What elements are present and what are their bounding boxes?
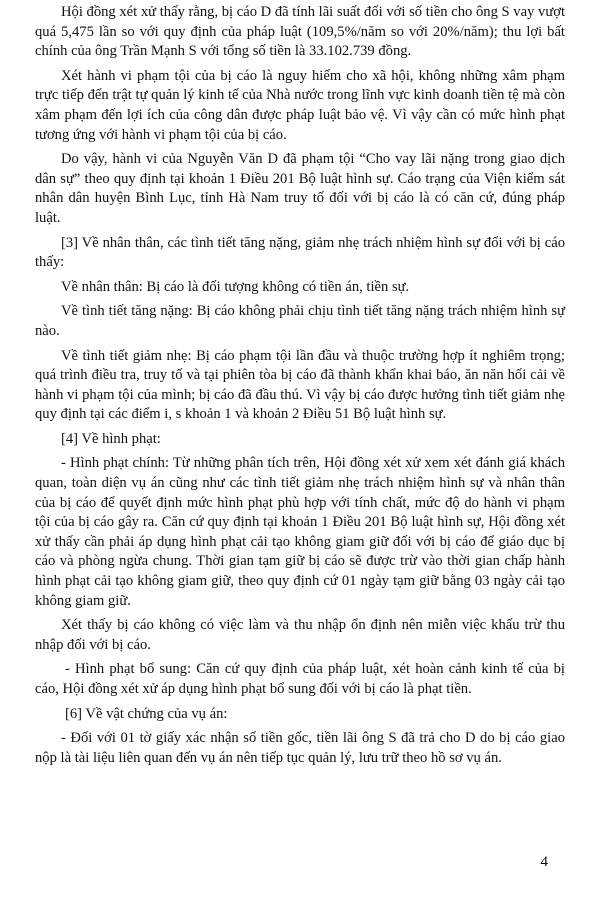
- document-body: [35, 3, 565, 773]
- section-heading-6: [6] Về vật chứng của vụ án:: [65, 705, 228, 722]
- section-heading-3: [3] Về nhân thân, các tình tiết tăng nặng, giảm nhẹ trách nhiệm hình sự đối với bị cáo thấy:: [35, 234, 565, 271]
- paragraph: - Hình phạt bổ sung: Căn cứ quy định của pháp luật, xét hoàn cảnh kinh tế của bị cáo, Hội đồng xét xử áp dụng hình phạt bổ sung đối với bị cáo là phạt tiền.: [35, 661, 565, 697]
- paragraph: Hội đồng xét xử thấy rằng, bị cáo D đã tính lãi suất đối với số tiền cho ông S vay vượt quá 5,475 lần so với quy định của pháp luật (109,5%/năm so với 20%/năm); thu lợi bất chính của ông Trần Mạnh S với tổng số tiền là 33.102.739 đồng.: [35, 4, 565, 60]
- paragraph: - Hình phạt chính: Từ những phân tích trên, Hội đồng xét xử xem xét đánh giá khách quan, toàn diện vụ án cũng như các tình tiết giảm nhẹ trách nhiệm hình sự và nhân thân của bị cáo để quyết định mức hình phạt phù hợp với tính chất, mức độ do hành vi phạm tội của bị cáo gây ra. Căn cứ quy định tại khoản 1 Điều 201 Bộ luật hình sự, Hội đồng xét xử thấy cần phải áp dụng hình phạt cải tạo không giam giữ đối với bị cáo để giáo dục bị cáo và phòng ngừa chung. Thời gian tạm giữ bị cáo sẽ được trừ vào thời gian chấp hành hình phạt cải tạo không giam giữ, theo quy định cứ 01 ngày tạm giữ bằng 03 ngày cải tạo không giam giữ.: [35, 455, 565, 609]
- paragraph: Do vậy, hành vi của Nguyễn Văn D đã phạm tội “Cho vay lãi nặng trong giao dịch dân sự” theo quy định tại khoản 1 Điều 201 Bộ luật hình sự. Cáo trạng của Viện kiểm sát nhân dân huyện Bình Lục, tỉnh Hà Nam truy tố đối với bị cáo là có căn cứ, đúng pháp luật.: [35, 151, 565, 226]
- paragraph: Xét thấy bị cáo không có việc làm và thu nhập ổn định nên miễn việc khấu trừ thu nhập đối với bị cáo.: [35, 617, 565, 653]
- section-heading-4: [4] Về hình phạt:: [61, 430, 161, 447]
- paragraph: Về nhân thân: Bị cáo là đối tượng không có tiền án, tiền sự.: [61, 278, 410, 295]
- paragraph: Về tình tiết giảm nhẹ: Bị cáo phạm tội lần đầu và thuộc trường hợp ít nghiêm trọng; quá trình điều tra, truy tố và tại phiên tòa bị cáo đã thành khẩn khai báo, ăn năn hối cải về hành vi phạm tội của mình; bị cáo đã đầu thú. Vì vậy bị cáo được hưởng tình tiết giảm nhẹ quy định tại các điểm i, s khoản 1 và khoản 2 Điều 51 Bộ luật hình sự.: [35, 347, 565, 423]
- paragraph: - Đối với 01 tờ giấy xác nhận số tiền gốc, tiền lãi ông S đã trả cho D do bị cáo giao nộp là tài liệu liên quan đến vụ án nên tiếp tục quản lý, lưu trữ theo hồ sơ vụ án.: [35, 730, 565, 766]
- page-number: 4: [540, 854, 548, 870]
- paragraph: Xét hành vi phạm tội của bị cáo là nguy hiểm cho xã hội, không những xâm phạm trực tiếp đến trật tự quản lý kinh tế của Nhà nước trong lĩnh vực kinh doanh tiền tệ mà còn xâm phạm đến lợi ích của công dân được pháp luật bảo vệ. Vì vậy cần có mức hình phạt tương ứng với hành vi phạm tội của bị cáo.: [35, 67, 565, 143]
- paragraph: Về tình tiết tăng nặng: Bị cáo không phải chịu tình tiết tăng nặng trách nhiệm hình sự nào.: [35, 303, 565, 339]
